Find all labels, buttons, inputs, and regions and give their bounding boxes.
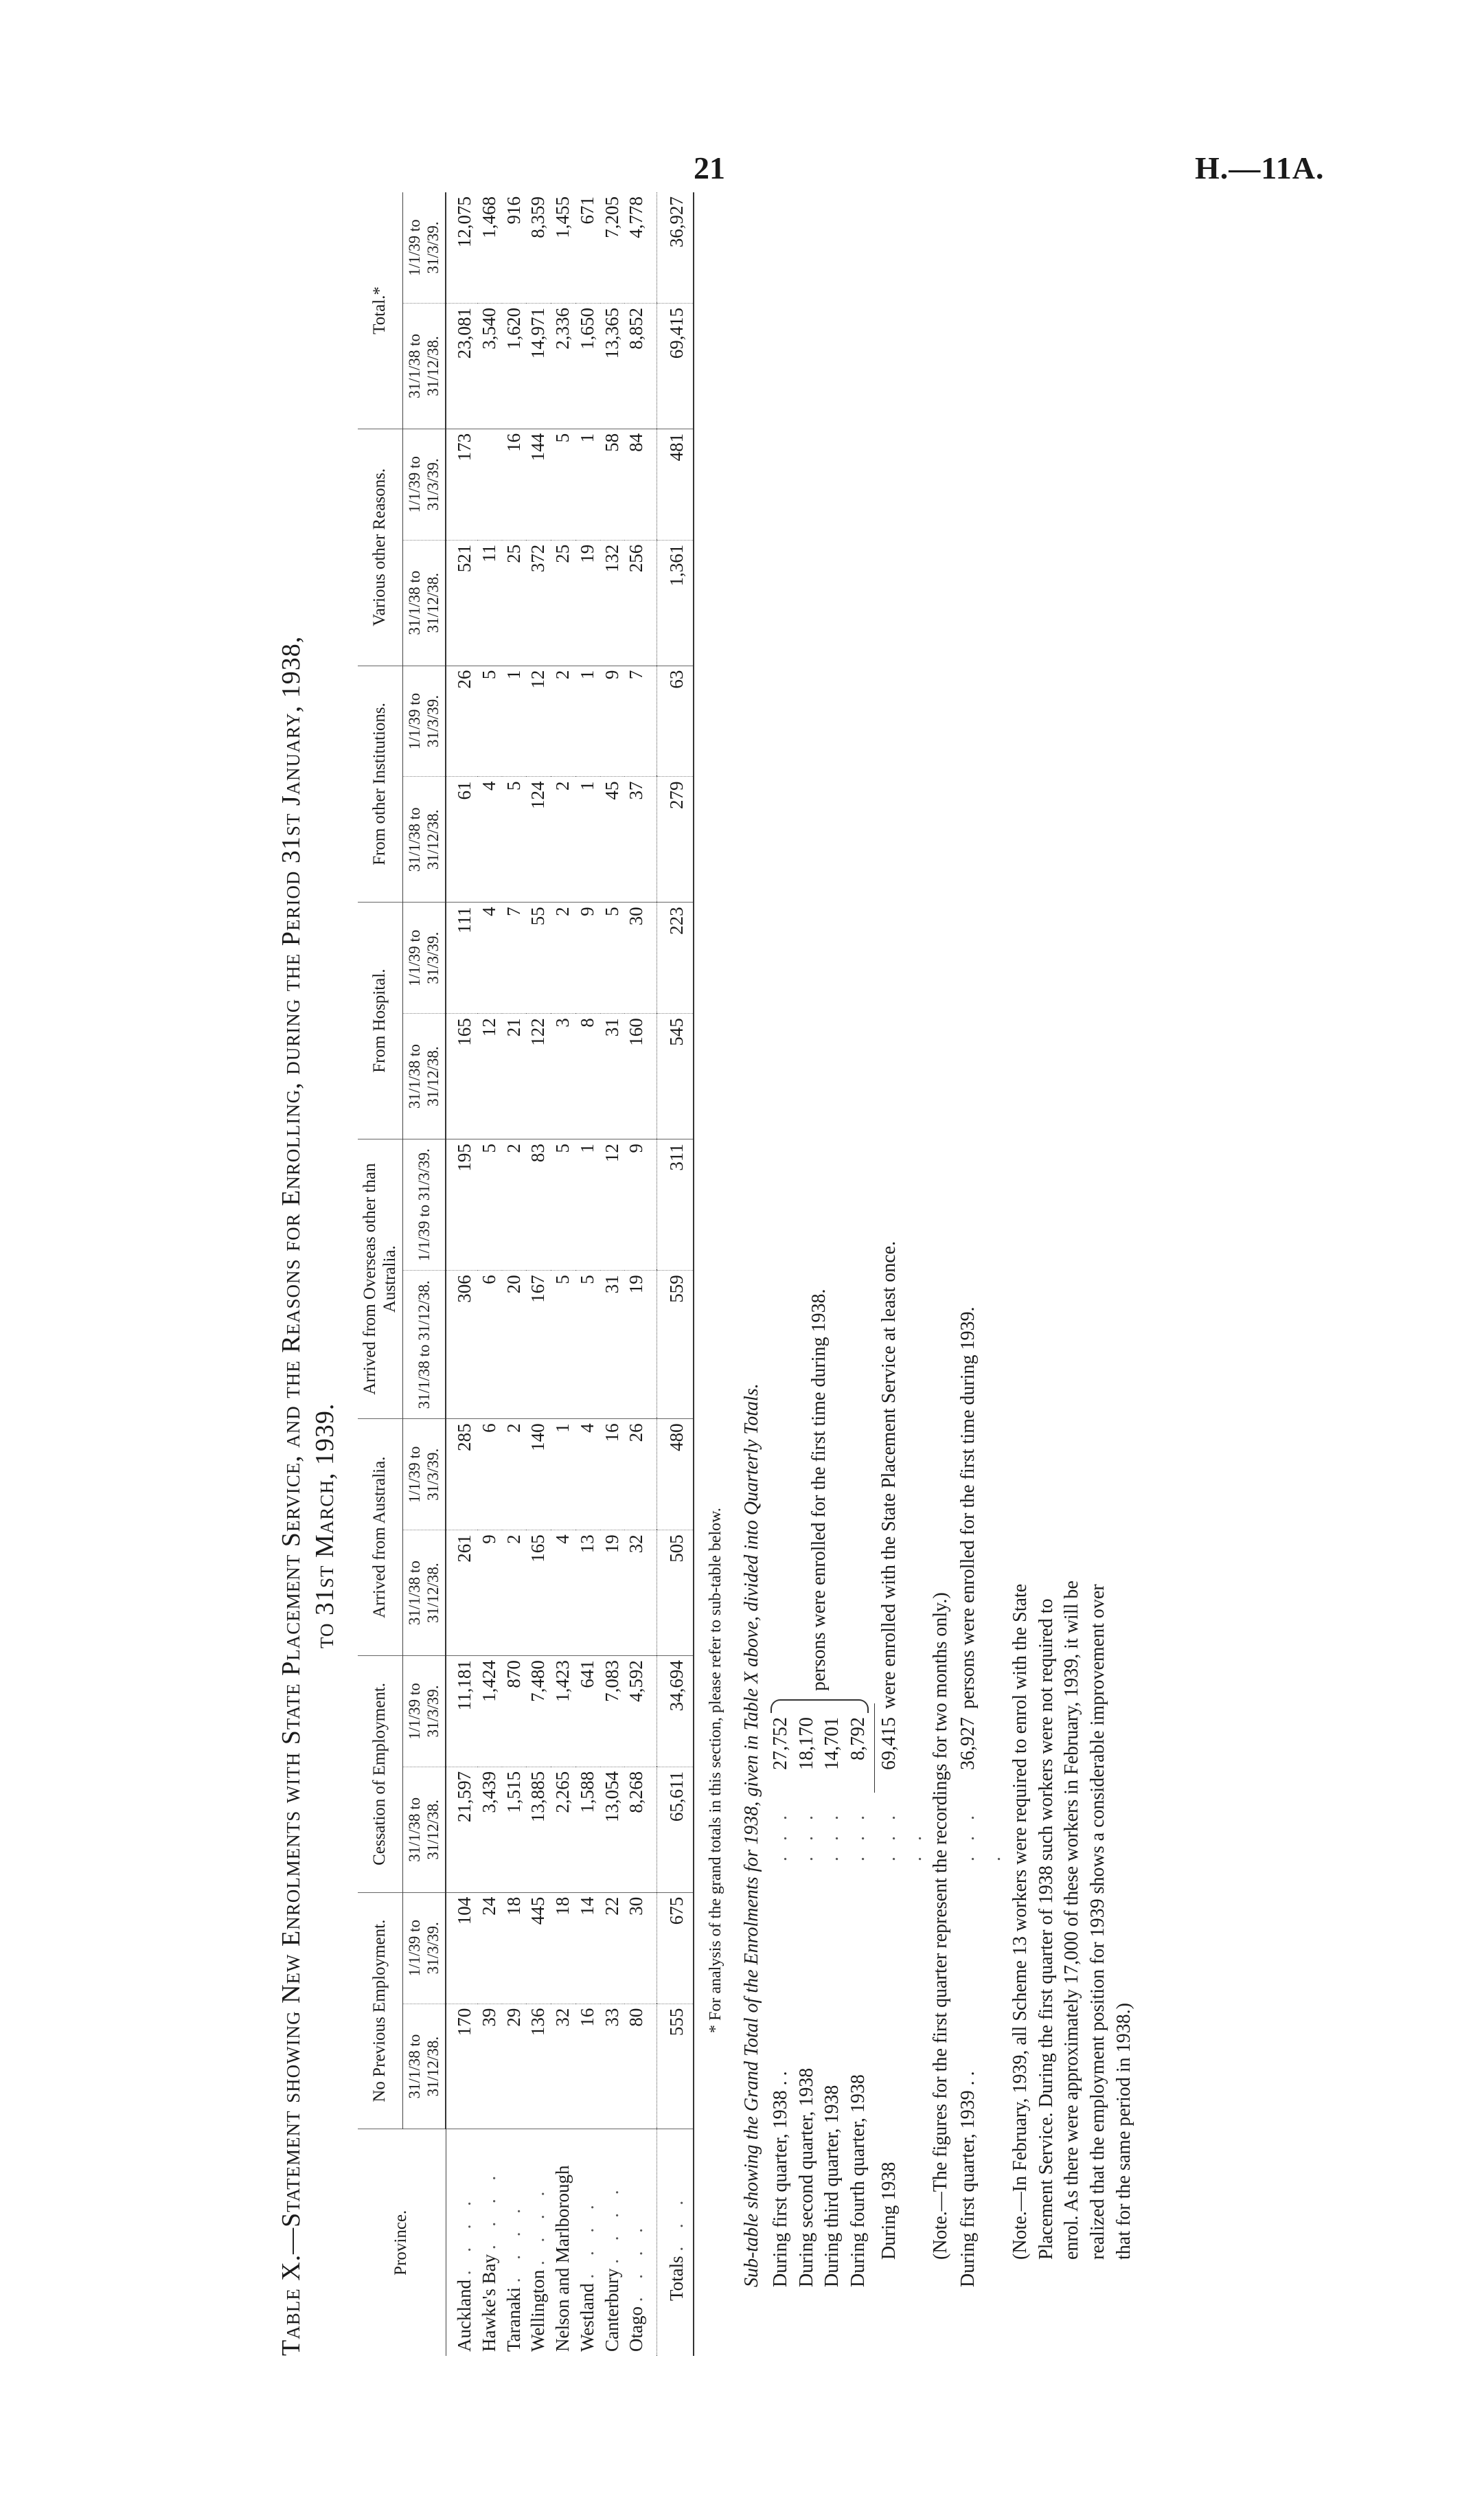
leader-dots: . . . . bbox=[626, 2221, 647, 2302]
value-cell: 58 bbox=[600, 429, 625, 540]
value-cell: 19 bbox=[624, 1271, 657, 1419]
brace-text: persons were enrolled for the first time during 1938. bbox=[808, 1289, 830, 1691]
value-cell: 30 bbox=[624, 1892, 657, 2004]
totals-value-cell: 480 bbox=[657, 1419, 694, 1530]
value-cell: 29 bbox=[502, 2004, 527, 2129]
value-cell: 31 bbox=[600, 1014, 625, 1139]
province-name: Canterbury bbox=[601, 2268, 622, 2352]
value-cell: 12,075 bbox=[446, 192, 477, 304]
province-name: Westland bbox=[576, 2283, 597, 2352]
value-cell: 285 bbox=[446, 1419, 477, 1530]
value-cell: 11,181 bbox=[446, 1656, 477, 1767]
value-cell: 24 bbox=[477, 1892, 502, 2004]
during-1938-row bbox=[876, 295, 928, 2287]
value-cell: 144 bbox=[526, 429, 551, 540]
value-cell: 2 bbox=[551, 903, 575, 1014]
value-cell: 1 bbox=[551, 1419, 575, 1530]
totals-value-cell: 675 bbox=[657, 1892, 694, 2004]
value-cell: 84 bbox=[624, 429, 657, 540]
value-cell: 165 bbox=[526, 1530, 551, 1656]
totals-value-cell: 545 bbox=[657, 1014, 694, 1139]
title-prefix: Table X.— bbox=[277, 2227, 306, 2356]
province-name: Nelson and Marlborough bbox=[552, 2165, 573, 2352]
during-1939-label: During first quarter, 1939 . . bbox=[957, 2071, 979, 2287]
note-1: (Note.—The figures for the first quarter represent the recordings for two months only.) bbox=[930, 1592, 952, 2260]
brace bbox=[770, 1699, 869, 1713]
value-cell: 55 bbox=[526, 903, 551, 1014]
value-cell: 12 bbox=[526, 666, 551, 777]
group-header-australia: Arrived from Australia. bbox=[358, 1419, 403, 1656]
leader-dots: . . . bbox=[821, 1810, 843, 1861]
value-cell: 5 bbox=[575, 1271, 600, 1419]
value-cell: 22 bbox=[600, 1892, 625, 2004]
value-cell: 80 bbox=[624, 2004, 657, 2129]
leader-dots: . . . . bbox=[478, 2168, 499, 2250]
value-cell: 16 bbox=[502, 429, 527, 540]
value-cell: 7,083 bbox=[600, 1656, 625, 1767]
leader-dots: . . . . bbox=[453, 2194, 475, 2276]
value-cell: 11 bbox=[477, 540, 502, 666]
quarter-label: During first quarter, 1938 . . bbox=[769, 2071, 791, 2287]
value-cell: 140 bbox=[526, 1419, 551, 1530]
value-cell: 30 bbox=[624, 903, 657, 1014]
period-header: 31/1/38 to 31/12/38. bbox=[403, 1767, 446, 1892]
value-cell: 256 bbox=[624, 540, 657, 666]
value-cell: 4,592 bbox=[624, 1656, 657, 1767]
period-header: 1/1/39 to 31/3/39. bbox=[403, 192, 446, 304]
value-cell: 372 bbox=[526, 540, 551, 666]
table-footnote: * For analysis of the grand totals in this section, please refer to sub-table below. bbox=[706, 1508, 724, 2033]
value-cell: 124 bbox=[526, 777, 551, 903]
province-name: Hawke's Bay bbox=[478, 2254, 499, 2352]
value-cell: 12 bbox=[600, 1139, 625, 1271]
value-cell: 18 bbox=[502, 1892, 527, 2004]
totals-row bbox=[657, 192, 694, 2356]
period-header: 31/1/38 to 31/12/38. bbox=[403, 304, 446, 429]
value-cell: 1,455 bbox=[551, 192, 575, 304]
value-cell: 136 bbox=[526, 2004, 551, 2129]
value-cell: 122 bbox=[526, 1014, 551, 1139]
sum-rule bbox=[874, 1703, 875, 1793]
province-header: Province. bbox=[358, 2129, 446, 2356]
value-cell: 45 bbox=[600, 777, 625, 903]
totals-value-cell: 69,415 bbox=[657, 304, 694, 429]
value-cell: 306 bbox=[446, 1271, 477, 1419]
value-cell: 167 bbox=[526, 1271, 551, 1419]
table-row bbox=[551, 192, 575, 2356]
period-header: 1/1/39 to 31/3/39. bbox=[403, 1656, 446, 1767]
group-header-cessation: Cessation of Employment. bbox=[358, 1656, 403, 1893]
value-cell: 521 bbox=[446, 540, 477, 666]
value-cell: 20 bbox=[502, 1271, 527, 1419]
period-header: 31/1/38 to 31/12/38. bbox=[403, 1271, 446, 1419]
period-header: 31/1/38 to 31/12/38. bbox=[403, 540, 446, 666]
value-cell: 8,359 bbox=[526, 192, 551, 304]
value-cell: 5 bbox=[551, 1139, 575, 1271]
during-1938-label: During 1938 bbox=[878, 2162, 900, 2260]
totals-value-cell: 1,361 bbox=[657, 540, 694, 666]
totals-value-cell: 279 bbox=[657, 777, 694, 903]
value-cell: 132 bbox=[600, 540, 625, 666]
value-cell: 21 bbox=[502, 1014, 527, 1139]
group-header-institutions: From other Institutions. bbox=[358, 666, 403, 903]
during-1939-row bbox=[955, 295, 1007, 2287]
period-header: 1/1/39 to 31/3/39. bbox=[403, 1139, 446, 1271]
value-cell: 8,852 bbox=[624, 304, 657, 429]
group-header-hospital: From Hospital. bbox=[358, 903, 403, 1139]
value-cell: 16 bbox=[575, 2004, 600, 2129]
value-cell: 173 bbox=[446, 429, 477, 540]
quarter-row bbox=[768, 1717, 794, 2287]
quarter-value: 8,792 bbox=[847, 1717, 869, 1760]
value-cell: 9 bbox=[575, 903, 600, 1014]
province-name: Otago bbox=[626, 2306, 647, 2352]
value-cell: 7 bbox=[624, 666, 657, 777]
leader-dots: . . . . bbox=[503, 2201, 524, 2283]
value-cell: 5 bbox=[477, 1139, 502, 1271]
value-cell: 5 bbox=[502, 777, 527, 903]
value-cell: 1 bbox=[575, 1139, 600, 1271]
value-cell: 5 bbox=[477, 666, 502, 777]
during-1939-text: persons were enrolled for the first time during 1939. bbox=[957, 1306, 979, 1709]
value-cell: 26 bbox=[624, 1419, 657, 1530]
value-cell: 1 bbox=[575, 777, 600, 903]
value-cell: 1 bbox=[575, 429, 600, 540]
value-cell: 1,650 bbox=[575, 304, 600, 429]
value-cell: 111 bbox=[446, 903, 477, 1014]
value-cell: 4 bbox=[551, 1530, 575, 1656]
during-1938-text: were enrolled with the State Placement Service at least once. bbox=[878, 1240, 900, 1709]
value-cell: 916 bbox=[502, 192, 527, 304]
value-cell: 16 bbox=[600, 1419, 625, 1530]
dots: . . . . bbox=[957, 1810, 1005, 1861]
quarter-label: During fourth quarter, 1938 bbox=[847, 2074, 869, 2287]
value-cell: 32 bbox=[624, 1530, 657, 1656]
leader-dots: . . . . bbox=[576, 2198, 597, 2279]
group-header-no-previous: No Previous Employment. bbox=[358, 1892, 403, 2129]
value-cell: 13 bbox=[575, 1530, 600, 1656]
quarter-value: 27,752 bbox=[769, 1717, 791, 1770]
leader-dots: . . . bbox=[847, 1810, 869, 1861]
value-cell: 160 bbox=[624, 1014, 657, 1139]
sub-table bbox=[739, 295, 1137, 2287]
quarter-row bbox=[794, 1717, 820, 2287]
sub-table-caption: Sub-table showing the Grand Total of the Enrolments for 1938, given in Table X above, divided into Quarterly Totals. bbox=[740, 1383, 762, 2287]
leader-dots: . . . . bbox=[601, 2183, 622, 2264]
province-name: Wellington bbox=[527, 2269, 549, 2352]
totals-value-cell: 223 bbox=[657, 903, 694, 1014]
quarter-value: 14,701 bbox=[821, 1717, 843, 1770]
value-cell: 19 bbox=[575, 540, 600, 666]
value-cell: 12 bbox=[477, 1014, 502, 1139]
province-cell bbox=[446, 2129, 477, 2356]
province-cell bbox=[526, 2129, 551, 2356]
value-cell: 33 bbox=[600, 2004, 625, 2129]
value-cell: 1,423 bbox=[551, 1656, 575, 1767]
value-cell: 14 bbox=[575, 1892, 600, 2004]
value-cell: 2,336 bbox=[551, 304, 575, 429]
value-cell: 13,054 bbox=[600, 1767, 625, 1892]
value-cell: 1 bbox=[575, 666, 600, 777]
period-header: 1/1/39 to 31/3/39. bbox=[403, 1892, 446, 2004]
value-cell: 5 bbox=[600, 903, 625, 1014]
value-cell: 37 bbox=[624, 777, 657, 903]
period-header: 1/1/39 to 31/3/39. bbox=[403, 666, 446, 777]
value-cell: 1,588 bbox=[575, 1767, 600, 1892]
value-cell: 1,424 bbox=[477, 1656, 502, 1767]
period-header: 1/1/39 to 31/3/39. bbox=[403, 429, 446, 540]
value-cell: 4 bbox=[477, 903, 502, 1014]
table-row bbox=[446, 192, 477, 2356]
province-cell bbox=[551, 2129, 575, 2356]
value-cell: 3 bbox=[551, 1014, 575, 1139]
value-cell: 4 bbox=[477, 777, 502, 903]
value-cell: 8 bbox=[575, 1014, 600, 1139]
totals-value-cell: 505 bbox=[657, 1530, 694, 1656]
value-cell: 25 bbox=[502, 540, 527, 666]
value-cell: 32 bbox=[551, 2004, 575, 2129]
value-cell: 1,468 bbox=[477, 192, 502, 304]
quarter-row bbox=[819, 1717, 845, 2287]
value-cell: 13,885 bbox=[526, 1767, 551, 1892]
totals-label: Totals bbox=[666, 2256, 687, 2301]
value-cell: 641 bbox=[575, 1656, 600, 1767]
value-cell: 195 bbox=[446, 1139, 477, 1271]
value-cell: 2 bbox=[502, 1139, 527, 1271]
totals-value-cell: 65,611 bbox=[657, 1767, 694, 1892]
province-cell bbox=[600, 2129, 625, 2356]
leader-dots: . . . . bbox=[527, 2184, 549, 2265]
table-row bbox=[502, 192, 527, 2356]
during-1938-value: 69,415 bbox=[878, 1717, 900, 1770]
quarter-row bbox=[845, 1717, 871, 2287]
page-reference: H.—11A. bbox=[1195, 150, 1325, 185]
value-cell: 445 bbox=[526, 1892, 551, 2004]
value-cell: 1,515 bbox=[502, 1767, 527, 1892]
quarter-list bbox=[768, 1717, 871, 2287]
value-cell: 5 bbox=[551, 1271, 575, 1419]
value-cell: 671 bbox=[575, 192, 600, 304]
value-cell: 7,480 bbox=[526, 1656, 551, 1767]
totals-value-cell: 311 bbox=[657, 1139, 694, 1271]
totals-label-cell bbox=[657, 2129, 694, 2356]
value-cell: 61 bbox=[446, 777, 477, 903]
value-cell: 13,365 bbox=[600, 304, 625, 429]
value-cell: 8,268 bbox=[624, 1767, 657, 1892]
quarter-group bbox=[768, 295, 871, 2287]
note-2: (Note.—In February, 1939, all Scheme 13 workers were required to enrol with the State Placement Service. During the first quarter of 1938 such workers were not required to enrol. As there were approximately 17,000 of these workers in February, 1939, it will be realized that the employment position for 1939 shows a considerable improvement over that for the same period in 1938.) bbox=[1009, 1580, 1135, 2260]
table-row bbox=[600, 192, 625, 2356]
value-cell: 261 bbox=[446, 1530, 477, 1656]
province-cell bbox=[624, 2129, 657, 2356]
value-cell: 1,620 bbox=[502, 304, 527, 429]
rotated-table-block bbox=[275, 192, 1346, 2356]
value-cell: 7,205 bbox=[600, 192, 625, 304]
province-cell bbox=[575, 2129, 600, 2356]
value-cell: 39 bbox=[477, 2004, 502, 2129]
province-name: Auckland bbox=[453, 2280, 475, 2352]
value-cell: 165 bbox=[446, 1014, 477, 1139]
value-cell: 9 bbox=[624, 1139, 657, 1271]
value-cell bbox=[477, 429, 502, 540]
quarter-value: 18,170 bbox=[795, 1717, 817, 1770]
value-cell: 2 bbox=[502, 1419, 527, 1530]
value-cell: 83 bbox=[526, 1139, 551, 1271]
enrolments-table bbox=[358, 192, 694, 2356]
table-row bbox=[575, 192, 600, 2356]
value-cell: 23,081 bbox=[446, 304, 477, 429]
during-1939-value: 36,927 bbox=[957, 1717, 979, 1770]
leader-dots: . . . bbox=[769, 1810, 791, 1861]
period-header: 1/1/39 to 31/3/39. bbox=[403, 903, 446, 1014]
table-row bbox=[477, 192, 502, 2356]
totals-value-cell: 36,927 bbox=[657, 192, 694, 304]
value-cell: 14,971 bbox=[526, 304, 551, 429]
table-row bbox=[526, 192, 551, 2356]
value-cell: 2 bbox=[502, 1530, 527, 1656]
value-cell: 1 bbox=[502, 666, 527, 777]
value-cell: 3,540 bbox=[477, 304, 502, 429]
quarter-label: During third quarter, 1938 bbox=[821, 2085, 843, 2287]
table-row bbox=[624, 192, 657, 2356]
totals-value-cell: 34,694 bbox=[657, 1656, 694, 1767]
page-number: 21 bbox=[694, 150, 725, 185]
period-header: 1/1/39 to 31/3/39. bbox=[403, 1419, 446, 1530]
period-header: 31/1/38 to 31/12/38. bbox=[403, 1530, 446, 1656]
value-cell: 26 bbox=[446, 666, 477, 777]
table-body bbox=[446, 192, 694, 2356]
value-cell: 21,597 bbox=[446, 1767, 477, 1892]
value-cell: 2,265 bbox=[551, 1767, 575, 1892]
title-line2: to 31st March, 1939. bbox=[310, 1403, 340, 1648]
group-header-total: Total.* bbox=[358, 192, 403, 429]
value-cell: 3,439 bbox=[477, 1767, 502, 1892]
value-cell: 31 bbox=[600, 1271, 625, 1419]
table-title bbox=[275, 192, 343, 2356]
value-cell: 18 bbox=[551, 1892, 575, 2004]
value-cell: 9 bbox=[477, 1530, 502, 1656]
totals-value-cell: 555 bbox=[657, 2004, 694, 2129]
period-header: 31/1/38 to 31/12/38. bbox=[403, 777, 446, 903]
value-cell: 2 bbox=[551, 666, 575, 777]
province-cell bbox=[502, 2129, 527, 2356]
value-cell: 9 bbox=[600, 666, 625, 777]
province-name: Taranaki bbox=[503, 2287, 524, 2352]
value-cell: 4,778 bbox=[624, 192, 657, 304]
leader-dots: . . . bbox=[795, 1810, 817, 1861]
leader-dots: . . . bbox=[666, 2193, 687, 2251]
value-cell: 2 bbox=[551, 777, 575, 903]
value-cell: 104 bbox=[446, 1892, 477, 2004]
title-line1: Statement showing New Enrolments with State Placement Service, and the Reasons for Enrolling, during the Period 31st January, 1938, bbox=[277, 635, 306, 2227]
value-cell: 25 bbox=[551, 540, 575, 666]
totals-value-cell: 559 bbox=[657, 1271, 694, 1419]
group-header-overseas: Arrived from Overseas other than Australia. bbox=[358, 1139, 403, 1419]
value-cell: 7 bbox=[502, 903, 527, 1014]
quarter-label: During second quarter, 1938 bbox=[795, 2067, 817, 2287]
value-cell: 870 bbox=[502, 1656, 527, 1767]
value-cell: 170 bbox=[446, 2004, 477, 2129]
totals-value-cell: 481 bbox=[657, 429, 694, 540]
dots: . . . . . bbox=[878, 1810, 926, 1861]
totals-value-cell: 63 bbox=[657, 666, 694, 777]
value-cell: 6 bbox=[477, 1271, 502, 1419]
value-cell: 6 bbox=[477, 1419, 502, 1530]
value-cell: 5 bbox=[551, 429, 575, 540]
value-cell: 19 bbox=[600, 1530, 625, 1656]
province-cell bbox=[477, 2129, 502, 2356]
group-header-various: Various other Reasons. bbox=[358, 429, 403, 666]
period-header: 31/1/38 to 31/12/38. bbox=[403, 1014, 446, 1139]
value-cell: 4 bbox=[575, 1419, 600, 1530]
period-header: 31/1/38 to 31/12/38. bbox=[403, 2004, 446, 2129]
